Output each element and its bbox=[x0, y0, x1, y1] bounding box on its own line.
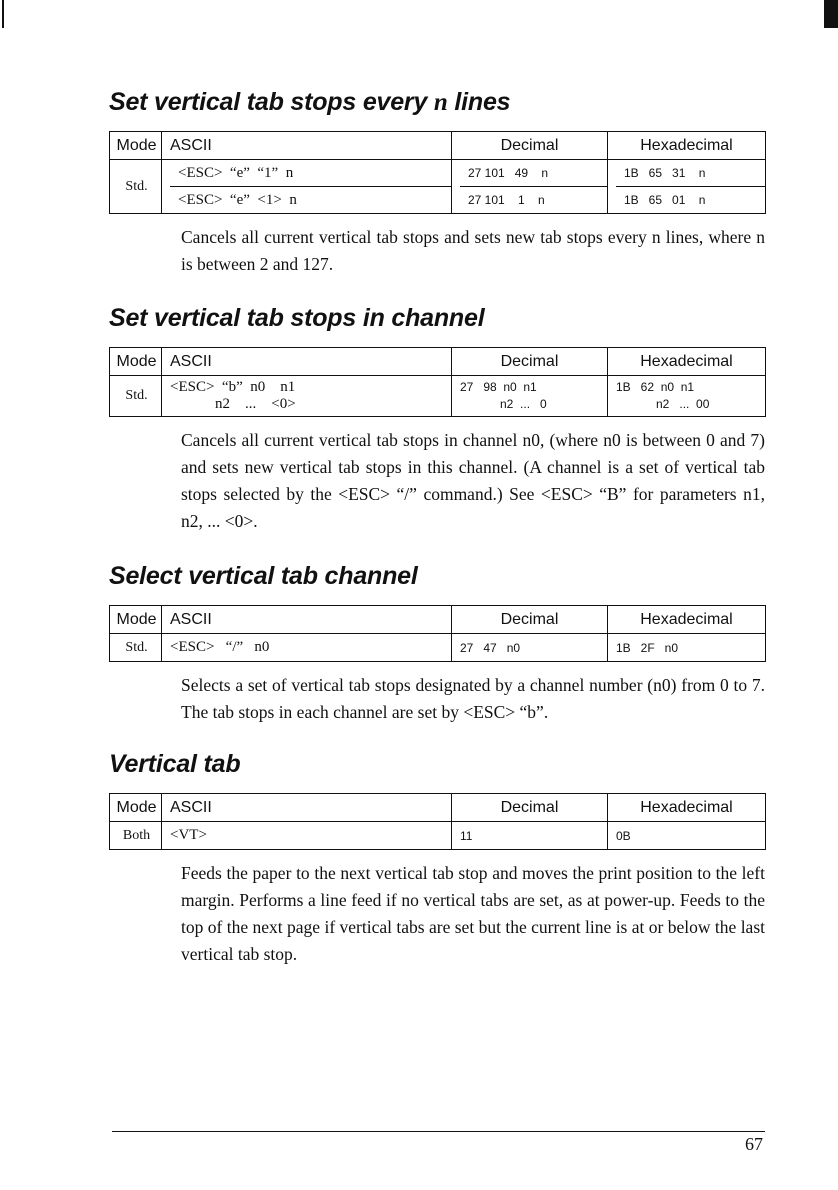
header-mode: Mode bbox=[110, 348, 162, 376]
decimal-cell: 11 bbox=[452, 822, 608, 850]
header-mode: Mode bbox=[110, 794, 162, 822]
header-hex: Hexadecimal bbox=[608, 348, 766, 376]
command-table bbox=[109, 793, 766, 850]
header-ascii: ASCII bbox=[162, 794, 452, 822]
hex-line: 1B 65 31 n bbox=[624, 166, 706, 180]
mode-value: Std. bbox=[110, 376, 162, 417]
ascii-cell bbox=[162, 376, 452, 417]
scan-mark-left bbox=[2, 0, 4, 28]
command-table bbox=[109, 347, 766, 417]
ascii-line: n2 ... <0> bbox=[170, 396, 296, 412]
header-ascii: ASCII bbox=[162, 132, 452, 160]
header-ascii: ASCII bbox=[162, 348, 452, 376]
decimal-cell bbox=[452, 376, 608, 417]
header-hex: Hexadecimal bbox=[608, 132, 766, 160]
mode-value: Both bbox=[110, 822, 162, 850]
hex-line: 1B 62 n0 n1 bbox=[616, 380, 695, 394]
decimal-line: 27 101 1 n bbox=[460, 186, 607, 213]
section-title: Select vertical tab channel bbox=[109, 562, 418, 590]
mode-value: Std. bbox=[110, 160, 162, 214]
header-ascii: ASCII bbox=[162, 606, 452, 634]
hex-line: 1B 65 01 n bbox=[616, 186, 765, 213]
section-title: Vertical tab bbox=[109, 750, 241, 778]
ascii-line: <ESC> “e” <1> n bbox=[170, 186, 451, 213]
section-title: Set vertical tab stops in channel bbox=[109, 304, 485, 332]
decimal-cell bbox=[452, 160, 608, 214]
decimal-cell: 27 47 n0 bbox=[452, 634, 608, 662]
footer-rule bbox=[112, 1131, 765, 1132]
section-vertical-tab bbox=[109, 750, 765, 968]
section-title: Set vertical tab stops every n lines bbox=[109, 88, 511, 116]
mode-value: Std. bbox=[110, 634, 162, 662]
section-description: Selects a set of vertical tab stops designated by a channel number (n0) from 0 to 7. The tab stops in each channel are set by <ESC> “b”. bbox=[181, 675, 765, 722]
section-description: Feeds the paper to the next vertical tab stop and moves the print position to the left margin. Performs a line feed if no vertical tabs are set, as at power-up. Feeds to the top of the next page if vertical tabs are set but the current line is at or below the last vertical tab stop. bbox=[181, 863, 765, 964]
ascii-line: <ESC> “e” “1” n bbox=[178, 165, 294, 181]
hex-cell bbox=[608, 160, 766, 214]
header-hex: Hexadecimal bbox=[608, 794, 766, 822]
header-mode: Mode bbox=[110, 132, 162, 160]
section-set-vt-every-n bbox=[109, 88, 765, 278]
header-decimal: Decimal bbox=[452, 132, 608, 160]
ascii-cell bbox=[162, 160, 452, 214]
header-decimal: Decimal bbox=[452, 606, 608, 634]
hex-cell: 0B bbox=[608, 822, 766, 850]
command-table bbox=[109, 131, 766, 214]
section-description: Cancels all current vertical tab stops in channel n0, (where n0 is between 0 and 7) and sets new vertical tab stops in this channel. (A channel is a set of vertical tab stops selected by the <ESC> “/” command.) See <ESC> “B” for parameters n1, n2, ... <0>. bbox=[181, 430, 765, 531]
header-decimal: Decimal bbox=[452, 348, 608, 376]
section-select-vt-channel bbox=[109, 562, 765, 726]
ascii-cell: <ESC> “/” n0 bbox=[162, 634, 452, 662]
decimal-line: 27 101 49 n bbox=[468, 166, 549, 180]
hex-line: n2 ... 00 bbox=[616, 397, 710, 411]
header-decimal: Decimal bbox=[452, 794, 608, 822]
scan-mark-right bbox=[824, 0, 838, 28]
header-mode: Mode bbox=[110, 606, 162, 634]
header-hex: Hexadecimal bbox=[608, 606, 766, 634]
hex-cell bbox=[608, 376, 766, 417]
command-table bbox=[109, 605, 766, 662]
section-set-vt-in-channel bbox=[109, 304, 765, 535]
decimal-line: 27 98 n0 n1 bbox=[460, 380, 537, 394]
ascii-cell: <VT> bbox=[162, 822, 452, 850]
page-number: 67 bbox=[745, 1134, 763, 1154]
section-description: Cancels all current vertical tab stops and sets new tab stops every n lines, where n is between 2 and 127. bbox=[181, 227, 765, 274]
ascii-line: <ESC> “b” n0 n1 bbox=[170, 379, 296, 395]
hex-cell: 1B 2F n0 bbox=[608, 634, 766, 662]
decimal-line: n2 ... 0 bbox=[460, 397, 547, 411]
